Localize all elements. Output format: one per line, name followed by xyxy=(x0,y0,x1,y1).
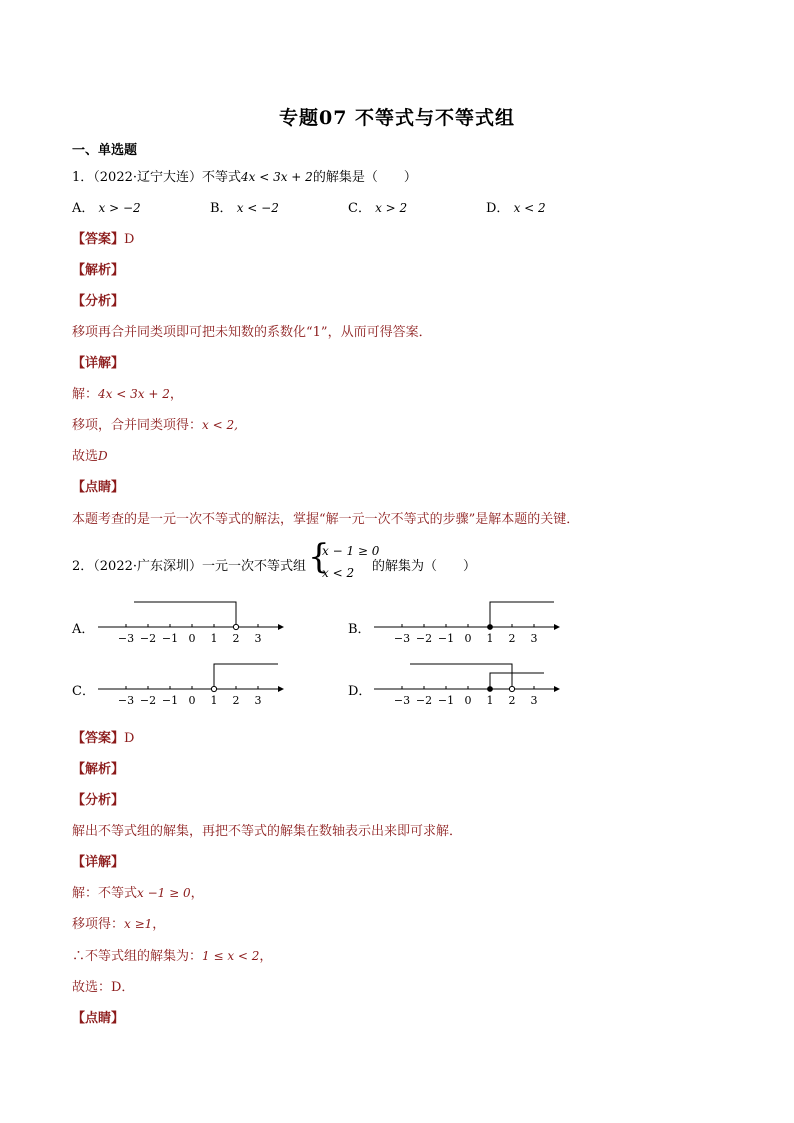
number-line-c xyxy=(90,658,290,708)
q1-jiexi-tag: 【解析】 xyxy=(72,263,125,278)
tick-label: −3 xyxy=(393,632,411,645)
tick-label: 3 xyxy=(530,694,538,707)
option-letter: C． xyxy=(348,201,371,216)
q1-stem-suffix: 的解集是（ ） xyxy=(312,170,417,185)
tick-label: −2 xyxy=(139,694,157,707)
tick-label: −3 xyxy=(117,694,135,707)
q1-comment: 本题考查的是一元一次不等式的解法，掌握“解一元一次不等式的步骤”是解本题的关键． xyxy=(72,512,580,527)
page-title: 专题07 不等式与不等式组 xyxy=(278,107,516,129)
solution-math: x −1 ≥ 0 xyxy=(137,886,191,900)
solution-text: ， xyxy=(259,949,273,964)
q1-stem xyxy=(72,166,417,185)
section-heading: 一、单选题 xyxy=(72,143,138,158)
solution-text: ∴不等式组的解集为： xyxy=(72,949,203,964)
q2-stem-suffix: 的解集为（ ） xyxy=(372,559,477,574)
q2-stem xyxy=(72,555,306,574)
tick-label: −1 xyxy=(437,632,455,645)
number-line-d xyxy=(366,658,566,708)
tick-label: −1 xyxy=(437,694,455,707)
q2-solution-2 xyxy=(72,913,165,932)
answer-tag: 【答案】 xyxy=(72,731,125,746)
tick-label: 3 xyxy=(254,694,262,707)
q2-option-c-letter: C． xyxy=(72,684,95,699)
q1-solution-1 xyxy=(72,383,183,402)
solution-text: 移项得： xyxy=(72,917,125,932)
option-letter: B． xyxy=(210,201,233,216)
tick-label: 3 xyxy=(530,632,538,645)
answer-value: D xyxy=(124,731,135,746)
q1-xiangjie-tag: 【详解】 xyxy=(72,356,125,371)
tick-label: −3 xyxy=(117,632,135,645)
solution-math: x < 2, xyxy=(202,418,238,432)
option-math: x < −2 xyxy=(236,201,279,215)
tick-label: 2 xyxy=(232,632,240,645)
tick-label: 1 xyxy=(486,694,494,707)
tick-label: 2 xyxy=(232,694,240,707)
q1-answer xyxy=(72,228,134,247)
q1-fenxi-tag: 【分析】 xyxy=(72,294,125,309)
q2-jiexi-tag: 【解析】 xyxy=(72,762,125,777)
q1-option-a xyxy=(72,197,141,216)
number-line-b xyxy=(366,596,566,646)
q1-solution-3 xyxy=(72,445,108,464)
q2-fenxi-tag: 【分析】 xyxy=(72,793,125,808)
answer-value: D xyxy=(124,232,135,247)
tick-label: −2 xyxy=(415,694,433,707)
q2-solution-1 xyxy=(72,882,204,901)
tick-label: 1 xyxy=(210,632,218,645)
q1-dianjing-tag: 【点睛】 xyxy=(72,480,125,495)
number-line-a xyxy=(90,596,290,646)
tick-label: 3 xyxy=(254,632,262,645)
tick-label: −2 xyxy=(415,632,433,645)
option-math: x > −2 xyxy=(98,201,141,215)
option-letter: D． xyxy=(486,201,510,216)
solution-text: 故选 xyxy=(72,449,99,464)
tick-label: 0 xyxy=(188,694,196,707)
q2-solution-3 xyxy=(72,945,272,964)
solution-text: 解：不等式 xyxy=(72,886,138,901)
option-math: x < 2 xyxy=(513,201,546,215)
solution-math: x ≥1 xyxy=(124,917,153,931)
tick-label: 0 xyxy=(464,632,472,645)
q1-analysis: 移项再合并同类项即可把未知数的系数化“1”，从而可得答案． xyxy=(72,325,432,340)
q1-option-d xyxy=(486,197,546,216)
solution-math: 1 ≤ x < 2 xyxy=(202,949,260,963)
system-line-1: x − 1 ≥ 0 xyxy=(322,544,380,558)
solution-math: 4x < 3x + 2 xyxy=(98,387,170,401)
q2-solution-4: 故选：D． xyxy=(72,980,135,995)
option-letter: A． xyxy=(72,201,95,216)
solution-text: 移项，合并同类项得： xyxy=(72,418,203,433)
q1-solution-2 xyxy=(72,414,238,433)
q1-option-c xyxy=(348,197,407,216)
solution-text: ， xyxy=(190,886,204,901)
tick-label: 1 xyxy=(486,632,494,645)
tick-label: −1 xyxy=(161,694,179,707)
q1-option-b xyxy=(210,197,279,216)
option-math: x > 2 xyxy=(375,201,408,215)
q1-stem-prefix: 1．（2022·辽宁大连）不等式 xyxy=(72,170,241,185)
q2-option-d-letter: D． xyxy=(348,684,372,699)
solution-text: ， xyxy=(152,917,166,932)
q2-analysis: 解出不等式组的解集，再把不等式的解集在数轴表示出来即可求解． xyxy=(72,824,463,839)
q2-answer xyxy=(72,727,134,746)
tick-label: 1 xyxy=(210,694,218,707)
tick-label: 0 xyxy=(464,694,472,707)
q2-dianjing-tag: 【点睛】 xyxy=(72,1011,125,1026)
q2-stem-prefix: 2．（2022·广东深圳）一元一次不等式组 xyxy=(72,559,306,574)
system-brace: { xyxy=(308,537,330,577)
tick-label: 2 xyxy=(508,694,516,707)
solution-math: D xyxy=(98,449,108,463)
tick-label: 2 xyxy=(508,632,516,645)
q2-xiangjie-tag: 【详解】 xyxy=(72,855,125,870)
system-line-2: x < 2 xyxy=(322,566,355,580)
q2-option-b-letter: B． xyxy=(348,622,371,637)
tick-label: −3 xyxy=(393,694,411,707)
tick-label: −2 xyxy=(139,632,157,645)
q1-stem-math: 4x < 3x + 2 xyxy=(241,170,313,184)
solution-text: 解： xyxy=(72,387,99,402)
solution-text: ， xyxy=(169,387,183,402)
answer-tag: 【答案】 xyxy=(72,232,125,247)
tick-label: 0 xyxy=(188,632,196,645)
q2-option-a-letter: A． xyxy=(72,622,95,637)
tick-label: −1 xyxy=(161,632,179,645)
